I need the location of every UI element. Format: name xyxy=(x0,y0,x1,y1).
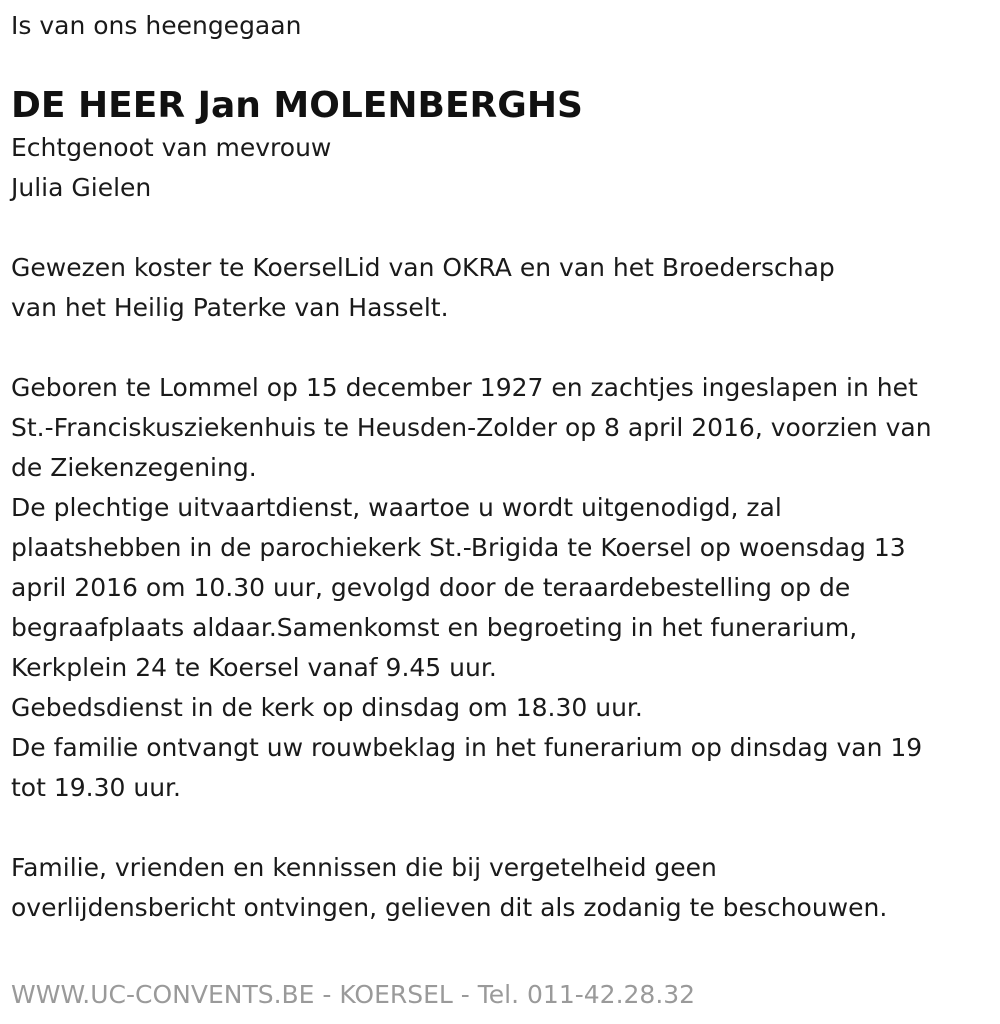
bio-line: van het Heilig Paterke van Hasselt. xyxy=(11,293,449,322)
bio-block xyxy=(11,248,1000,328)
spouse-line: Echtgenoot van mevrouw xyxy=(11,133,332,162)
details-line: plaatshebben in de parochiekerk St.-Brigida te Koersel op woensdag 13 xyxy=(11,533,906,562)
details-block xyxy=(11,368,1000,808)
closing-line: overlijdensbericht ontvingen, gelieven dit als zodanig te beschouwen. xyxy=(11,893,888,922)
closing-block xyxy=(11,848,1000,928)
intro-text: Is van ons heengegaan xyxy=(11,11,302,40)
details-line: Kerkplein 24 te Koersel vanaf 9.45 uur. xyxy=(11,653,497,682)
details-line: de Ziekenzegening. xyxy=(11,453,257,482)
details-line: De familie ontvangt uw rouwbeklag in het funerarium op dinsdag van 19 xyxy=(11,733,923,762)
closing-line: Familie, vrienden en kennissen die bij vergetelheid geen xyxy=(11,853,717,882)
deceased-name: DE HEER Jan MOLENBERGHS xyxy=(11,85,583,126)
details-line: Gebedsdienst in de kerk op dinsdag om 18.30 uur. xyxy=(11,693,643,722)
details-line: tot 19.30 uur. xyxy=(11,773,181,802)
details-line: St.-Franciskusziekenhuis te Heusden-Zolder op 8 april 2016, voorzien van xyxy=(11,413,932,442)
details-line: Geboren te Lommel op 15 december 1927 en zachtjes ingeslapen in het xyxy=(11,373,918,402)
bio-line: Gewezen koster te KoerselLid van OKRA en van het Broederschap xyxy=(11,253,835,282)
spouse-block xyxy=(11,128,1000,208)
details-line: De plechtige uitvaartdienst, waartoe u wordt uitgenodigd, zal xyxy=(11,493,782,522)
funeral-home-footer: WWW.UC-CONVENTS.BE - KOERSEL - Tel. 011-42.28.32 xyxy=(11,980,696,1009)
details-line: april 2016 om 10.30 uur, gevolgd door de teraardebestelling op de xyxy=(11,573,851,602)
details-line: begraafplaats aldaar.Samenkomst en begroeting in het funerarium, xyxy=(11,613,858,642)
spouse-name: Julia Gielen xyxy=(11,173,152,202)
